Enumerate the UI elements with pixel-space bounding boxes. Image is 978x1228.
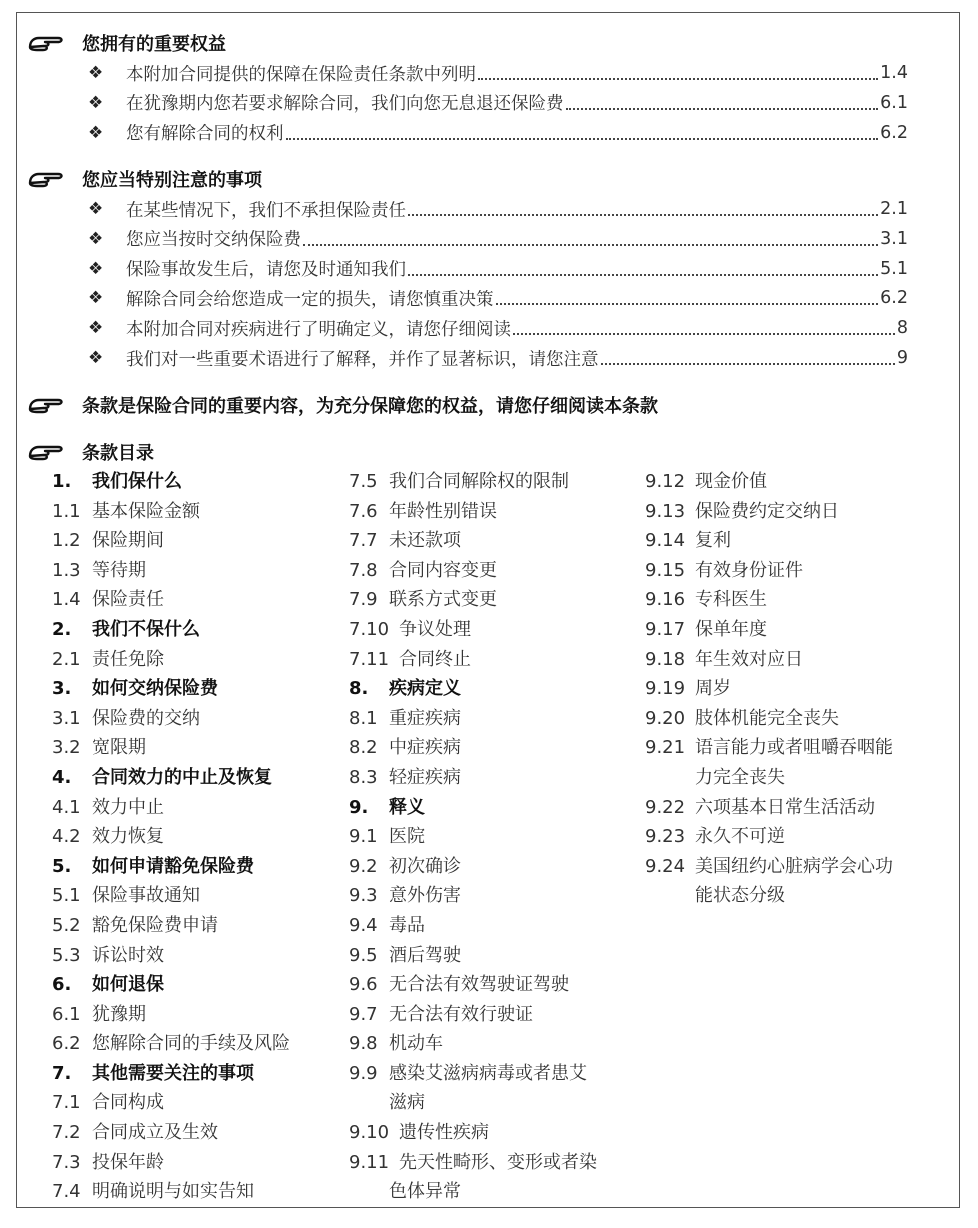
toc-number: 2.1	[52, 648, 81, 670]
toc-number	[349, 1088, 389, 1118]
toc-section[interactable]	[52, 645, 342, 675]
toc-title-text: 有效身份证件	[695, 559, 803, 581]
entry-text: 在某些情况下，我们不承担保险责任	[126, 200, 406, 221]
entry-text: 本附加合同提供的保障在保险责任条款中列明	[126, 64, 476, 85]
toc-number: 7.6	[349, 500, 378, 522]
toc-title-text: 如何申请豁免保险费	[92, 855, 254, 877]
toc-section[interactable]	[349, 911, 639, 941]
toc-title-text: 酒后驾驶	[389, 944, 461, 966]
toc-number: 7.8	[349, 559, 378, 581]
toc-section[interactable]	[52, 585, 342, 615]
toc-number: 4.1	[52, 796, 81, 818]
pointing-hand-icon	[28, 168, 66, 190]
dot-leader	[566, 108, 879, 110]
toc-section[interactable]	[52, 733, 342, 763]
toc-number: 4.2	[52, 826, 81, 848]
toc-title-text: 诉讼时效	[92, 944, 164, 966]
toc-column-3	[645, 467, 945, 911]
entry-page-ref: 6.2	[880, 122, 908, 143]
toc-title-text: 保险费的交纳	[92, 707, 200, 729]
toc-number: 9.	[349, 796, 369, 818]
toc-number: 9.11	[349, 1151, 390, 1173]
toc-section[interactable]	[349, 526, 639, 556]
toc-number: 3.	[52, 678, 72, 700]
toc-title-text: 合同终止	[399, 648, 471, 670]
toc-title-text: 未还款项	[389, 530, 461, 552]
toc-entry[interactable]	[88, 118, 908, 148]
toc-number: 3.2	[52, 737, 81, 759]
toc-number: 1.4	[52, 589, 81, 611]
entry-text: 在犹豫期内您若要求解除合同，我们向您无息退还保险费	[126, 94, 564, 115]
toc-number: 9.7	[349, 1003, 378, 1025]
toc-title-text: 感染艾滋病病毒或者患艾	[389, 1062, 587, 1084]
toc-title-text: 先天性畸形、变形或者染	[399, 1151, 597, 1173]
toc-section[interactable]	[349, 733, 639, 763]
toc-title-text: 宽限期	[92, 737, 146, 759]
toc-title-text: 意外伤害	[389, 885, 461, 907]
toc-title-text: 力完全丧失	[695, 766, 785, 788]
toc-number: 7.7	[349, 530, 378, 552]
toc-section[interactable]	[645, 822, 945, 852]
toc-section[interactable]	[349, 1059, 639, 1089]
toc-number: 2.	[52, 618, 72, 640]
diamond-bullet-icon: ❖	[88, 228, 104, 249]
toc-section[interactable]	[52, 881, 342, 911]
dot-leader	[303, 244, 878, 246]
toc-title-text: 医院	[389, 826, 425, 848]
toc-title-text: 遗传性疾病	[399, 1122, 489, 1144]
toc-title-text: 色体异常	[389, 1181, 461, 1203]
entry-page-ref: 1.4	[880, 63, 908, 83]
toc-section[interactable]	[52, 941, 342, 971]
toc-title-text: 我们保什么	[92, 471, 182, 492]
toc-title-text: 我们不保什么	[92, 618, 200, 640]
toc-number: 6.2	[52, 1033, 81, 1055]
toc-title-text: 投保年龄	[92, 1151, 164, 1173]
toc-section[interactable]	[645, 467, 945, 497]
toc-title-text: 永久不可逆	[695, 826, 785, 848]
toc-number: 9.15	[645, 559, 686, 581]
toc-number: 1.	[52, 471, 72, 492]
toc-section[interactable]	[52, 1000, 342, 1030]
toc-number: 7.2	[52, 1122, 81, 1144]
toc-title-text: 如何退保	[92, 974, 164, 996]
dot-leader	[408, 214, 878, 216]
toc-chapter[interactable]	[52, 763, 342, 793]
toc-section[interactable]	[349, 852, 639, 882]
toc-title-text: 等待期	[92, 559, 146, 581]
toc-chapter[interactable]	[52, 467, 342, 497]
toc-chapter[interactable]	[349, 793, 639, 823]
toc-number: 9.17	[645, 618, 686, 640]
toc-title-text: 现金价值	[695, 471, 767, 492]
toc-section[interactable]	[349, 497, 639, 527]
diamond-bullet-icon: ❖	[88, 348, 104, 368]
entry-text: 您应当按时交纳保险费	[126, 230, 301, 251]
toc-section	[645, 881, 945, 911]
entry-text: 解除合同会给您造成一定的损失，请您慎重决策	[126, 289, 494, 310]
toc-title: 条款目录	[82, 443, 154, 464]
toc-entry[interactable]	[88, 88, 908, 118]
toc-title-text: 重症疾病	[389, 707, 461, 729]
toc-number: 7.1	[52, 1092, 81, 1114]
toc-chapter[interactable]	[52, 1059, 342, 1089]
toc-section[interactable]	[52, 497, 342, 527]
toc-chapter[interactable]	[52, 674, 342, 704]
toc-number: 9.12	[645, 471, 686, 492]
toc-number: 9.4	[349, 914, 378, 936]
toc-number: 9.3	[349, 885, 378, 907]
toc-number: 5.2	[52, 914, 81, 936]
toc-section[interactable]	[349, 941, 639, 971]
toc-title-text: 合同成立及生效	[92, 1122, 218, 1144]
toc-title-text: 周岁	[695, 678, 731, 700]
toc-title-text: 基本保险金额	[92, 500, 200, 522]
toc-number	[645, 881, 695, 911]
diamond-bullet-icon: ❖	[88, 258, 104, 279]
toc-number: 9.13	[645, 500, 686, 522]
toc-section[interactable]	[645, 852, 945, 882]
rights-title: 您拥有的重要权益	[82, 34, 226, 55]
toc-number: 8.	[349, 678, 369, 700]
toc-section[interactable]	[645, 615, 945, 645]
toc-title-text: 能状态分级	[695, 885, 785, 907]
toc-title-text: 如何交纳保险费	[92, 678, 218, 700]
toc-number: 7.5	[349, 471, 378, 492]
toc-number: 1.2	[52, 530, 81, 552]
toc-title-text: 豁免保险费申请	[92, 914, 218, 936]
entry-page-ref: 8	[896, 318, 908, 339]
toc-section[interactable]	[52, 1029, 342, 1059]
toc-number: 9.20	[645, 707, 686, 729]
toc-title-text: 中症疾病	[389, 737, 461, 759]
toc-section[interactable]	[349, 585, 639, 615]
toc-number	[645, 763, 695, 793]
toc-title-text: 争议处理	[399, 618, 471, 640]
toc-section[interactable]	[349, 970, 639, 1000]
toc-number: 6.1	[52, 1003, 81, 1025]
toc-title-text: 效力恢复	[92, 826, 164, 848]
toc-entry[interactable]	[88, 254, 908, 284]
toc-heading	[28, 437, 154, 467]
toc-section[interactable]	[349, 1118, 639, 1148]
toc-title-text: 合同构成	[92, 1092, 164, 1114]
toc-title-text: 初次确诊	[389, 855, 461, 877]
toc-section[interactable]	[645, 733, 945, 763]
toc-title-text: 保险期间	[92, 530, 164, 552]
dot-leader	[478, 78, 878, 80]
toc-entry[interactable]	[88, 283, 908, 313]
toc-title-text: 疾病定义	[389, 678, 461, 700]
toc-section[interactable]	[52, 1177, 342, 1207]
entry-page-ref: 6.2	[880, 288, 908, 309]
dot-leader	[286, 138, 879, 140]
toc-chapter[interactable]	[52, 615, 342, 645]
diamond-bullet-icon: ❖	[88, 92, 104, 113]
toc-title-text: 我们合同解除权的限制	[389, 471, 569, 492]
toc-number: 8.1	[349, 707, 378, 729]
toc-number: 9.5	[349, 944, 378, 966]
toc-number: 7.10	[349, 618, 390, 640]
toc-number: 5.3	[52, 944, 81, 966]
toc-column-2	[349, 467, 639, 1207]
diamond-bullet-icon: ❖	[88, 288, 104, 309]
toc-section[interactable]	[349, 615, 639, 645]
pointing-hand-icon	[28, 32, 66, 54]
toc-section[interactable]	[645, 704, 945, 734]
toc-title-text: 复利	[695, 530, 731, 552]
toc-section[interactable]	[349, 822, 639, 852]
entry-text: 您有解除合同的权利	[126, 124, 284, 145]
toc-number: 1.1	[52, 500, 81, 522]
toc-number	[349, 1177, 389, 1207]
toc-number: 7.4	[52, 1181, 81, 1203]
toc-entry[interactable]	[88, 313, 908, 343]
entry-page-ref: 3.1	[880, 228, 908, 249]
toc-column-1	[52, 467, 342, 1207]
toc-section[interactable]	[349, 1148, 639, 1178]
toc-number: 3.1	[52, 707, 81, 729]
toc-number: 9.1	[349, 826, 378, 848]
toc-number: 7.11	[349, 648, 390, 670]
toc-title-text: 美国纽约心脏病学会心功	[695, 855, 893, 877]
toc-entry[interactable]	[88, 224, 908, 254]
toc-section[interactable]	[349, 763, 639, 793]
toc-title-text: 犹豫期	[92, 1003, 146, 1025]
diamond-bullet-icon: ❖	[88, 199, 104, 219]
toc-section	[645, 763, 945, 793]
toc-section[interactable]	[645, 526, 945, 556]
toc-title-text: 年龄性别错误	[389, 500, 497, 522]
toc-title-text: 保险事故通知	[92, 885, 200, 907]
toc-title-text: 明确说明与如实告知	[92, 1181, 254, 1203]
entry-page-ref: 2.1	[880, 199, 908, 219]
entry-page-ref: 9	[896, 348, 908, 368]
toc-section[interactable]	[52, 556, 342, 586]
toc-title-text: 肢体机能完全丧失	[695, 707, 839, 729]
entry-page-ref: 6.1	[880, 92, 908, 113]
toc-title-text: 您解除合同的手续及风险	[92, 1033, 290, 1055]
diamond-bullet-icon: ❖	[88, 122, 104, 143]
toc-chapter[interactable]	[52, 970, 342, 1000]
toc-entry[interactable]	[88, 343, 908, 373]
toc-number: 6.	[52, 974, 72, 996]
toc-section[interactable]	[52, 526, 342, 556]
toc-chapter[interactable]	[349, 674, 639, 704]
entry-text: 我们对一些重要术语进行了解释，并作了显著标识，请您注意	[126, 349, 599, 370]
toc-section	[349, 1177, 639, 1207]
toc-number: 9.19	[645, 678, 686, 700]
toc-number: 7.	[52, 1062, 72, 1084]
dot-leader	[513, 333, 895, 335]
toc-number: 8.2	[349, 737, 378, 759]
toc-title-text: 释义	[389, 796, 425, 818]
entry-page-ref: 5.1	[880, 258, 908, 279]
toc-section[interactable]	[52, 911, 342, 941]
toc-title-text: 效力中止	[92, 796, 164, 818]
toc-chapter[interactable]	[52, 852, 342, 882]
toc-section[interactable]	[52, 1118, 342, 1148]
read-notice-heading	[28, 390, 658, 420]
toc-number: 1.3	[52, 559, 81, 581]
toc-title-text: 其他需要关注的事项	[92, 1062, 254, 1084]
rights-heading	[28, 28, 226, 58]
toc-title-text: 专科医生	[695, 589, 767, 611]
toc-number: 9.22	[645, 796, 686, 818]
toc-number: 7.9	[349, 589, 378, 611]
toc-number: 9.8	[349, 1033, 378, 1055]
toc-section[interactable]	[52, 793, 342, 823]
toc-title-text: 年生效对应日	[695, 648, 803, 670]
toc-section[interactable]	[349, 467, 639, 497]
toc-section[interactable]	[52, 822, 342, 852]
toc-entry[interactable]	[88, 58, 908, 88]
toc-title-text: 毒品	[389, 914, 425, 936]
toc-number: 9.21	[645, 737, 686, 759]
notes-title: 您应当特别注意的事项	[82, 170, 262, 191]
toc-title-text: 保单年度	[695, 618, 767, 640]
toc-section[interactable]	[645, 793, 945, 823]
toc-section[interactable]	[645, 585, 945, 615]
toc-section[interactable]	[52, 1148, 342, 1178]
diamond-bullet-icon: ❖	[88, 63, 104, 83]
toc-section[interactable]	[645, 645, 945, 675]
toc-title-text: 六项基本日常生活活动	[695, 796, 875, 818]
toc-section[interactable]	[349, 1029, 639, 1059]
toc-section[interactable]	[349, 881, 639, 911]
toc-section[interactable]	[645, 556, 945, 586]
toc-number: 9.2	[349, 855, 378, 877]
toc-section	[349, 1088, 639, 1118]
toc-title-text: 滋病	[389, 1092, 425, 1114]
toc-number: 8.3	[349, 766, 378, 788]
notes-heading	[28, 164, 262, 194]
toc-title-text: 保险责任	[92, 589, 164, 611]
read-notice-title: 条款是保险合同的重要内容，为充分保障您的权益，请您仔细阅读本条款	[82, 396, 658, 417]
entry-text: 保险事故发生后，请您及时通知我们	[126, 260, 406, 281]
toc-number: 5.1	[52, 885, 81, 907]
toc-title-text: 合同内容变更	[389, 559, 497, 581]
dot-leader	[408, 274, 878, 276]
toc-number: 9.14	[645, 530, 686, 552]
toc-section[interactable]	[349, 1000, 639, 1030]
toc-number: 7.3	[52, 1151, 81, 1173]
toc-title-text: 合同效力的中止及恢复	[92, 766, 272, 788]
toc-number: 9.16	[645, 589, 686, 611]
toc-title-text: 责任免除	[92, 648, 164, 670]
toc-title-text: 保险费约定交纳日	[695, 500, 839, 522]
toc-section[interactable]	[52, 1088, 342, 1118]
toc-number: 9.9	[349, 1062, 378, 1084]
diamond-bullet-icon: ❖	[88, 318, 104, 339]
toc-title-text: 无合法有效行驶证	[389, 1003, 533, 1025]
pointing-hand-icon	[28, 394, 66, 416]
toc-title-text: 机动车	[389, 1033, 443, 1055]
pointing-hand-icon	[28, 441, 66, 463]
toc-section[interactable]	[645, 674, 945, 704]
toc-section[interactable]	[349, 645, 639, 675]
toc-title-text: 语言能力或者咀嚼吞咽能	[695, 737, 893, 759]
toc-section[interactable]	[52, 704, 342, 734]
toc-entry[interactable]	[88, 194, 908, 224]
toc-number: 5.	[52, 855, 72, 877]
entry-text: 本附加合同对疾病进行了明确定义，请您仔细阅读	[126, 319, 511, 340]
toc-section[interactable]	[349, 556, 639, 586]
toc-number: 4.	[52, 766, 72, 788]
toc-number: 9.23	[645, 826, 686, 848]
toc-title-text: 无合法有效驾驶证驾驶	[389, 974, 569, 996]
dot-leader	[601, 363, 895, 365]
toc-number: 9.24	[645, 855, 686, 877]
toc-number: 9.10	[349, 1122, 390, 1144]
toc-number: 9.18	[645, 648, 686, 670]
dot-leader	[496, 303, 879, 305]
toc-title-text: 轻症疾病	[389, 766, 461, 788]
toc-number: 9.6	[349, 974, 378, 996]
toc-title-text: 联系方式变更	[389, 589, 497, 611]
toc-section[interactable]	[349, 704, 639, 734]
toc-section[interactable]	[645, 497, 945, 527]
